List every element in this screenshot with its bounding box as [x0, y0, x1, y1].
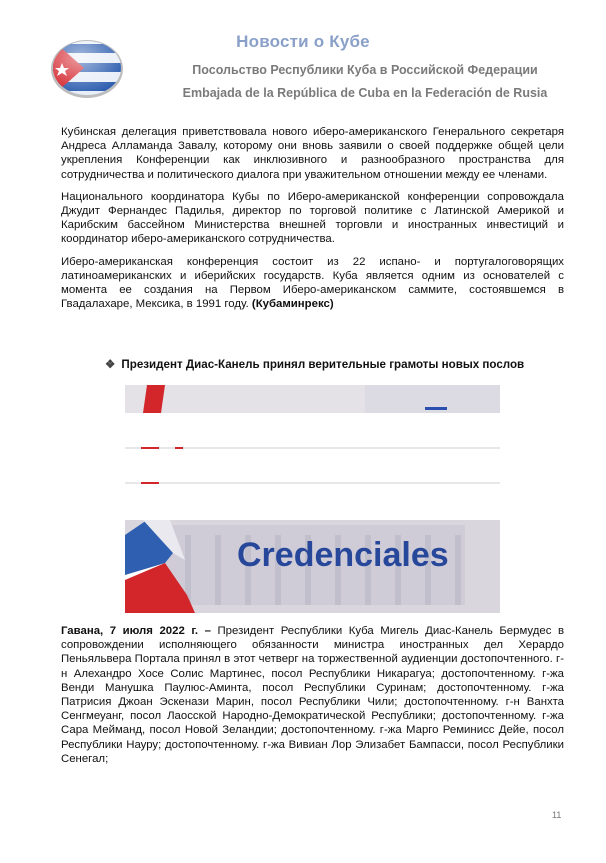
- credenciales-caption: Credenciales: [237, 536, 449, 574]
- page-header: [0, 0, 606, 110]
- article-headline: [105, 357, 524, 371]
- paragraph: Национального координатора Кубы по Иберо-американской конференции сопровождала Джудит Фернандес Падилья, директор по торговой политике с Латинской Америкой и Карибским бассейном Министерства внешней торговли и иностранных инвестиций и координатор иберо-американского сотрудничества.: [61, 190, 564, 246]
- headline-text: Президент Диас-Канель принял верительные грамоты новых послов: [121, 358, 525, 371]
- paragraph: [61, 255, 564, 312]
- paragraph-text: Президент Республики Куба Мигель Диас-Канель Бермудес в сопровождении исполняющего обязанности министра иностранных дел Херардо Пеньяльвера Портала принял в этот четверг на торжественной аудиенции достопочтенного. г-н Алехандро Хосе Солис Мартинес, посол Республики Никарагуа; достопочтенному. г-жа Венди Манушка Паулюс-Аминта, посол Республики Суринам; достопочтенному. г-жа Патрисия Джоан Эскенази Марин, посол Республики Чили; достопочтенному. г-н Ванхта Сенгмеуанг, посол Лаосской Народно-Демократической Республики; достопочтенному. г-жа Сара Мейманд, посол Новой Зеландии; достопочтенному. г-жа Марго Реминисс Дейе, посол Республики Науру; достопочтенному. г-жа Вивиан Лор Элизабет Бампасси, посол Республики Сенегал;: [61, 625, 564, 765]
- source-credit: (Кубаминрекс): [251, 298, 334, 311]
- embassy-name-es: Embajada de la República de Cuba en la Federación de Rusia: [182, 86, 548, 100]
- page-number: 11: [552, 810, 562, 820]
- paragraph-text: Иберо-американская конференция состоит из 22 испано- и португалоговорящих латиноамериканских и иберийских государств. Куба является одним из основателей с момента ее создания на Первом Иберо-американском саммите, состоявшемся в Гвадалахаре, Мексика, в 1991 году.: [61, 255, 564, 311]
- photo-illustration: [125, 385, 500, 613]
- credentials-photo: [125, 385, 500, 613]
- article-credentials: [61, 624, 564, 774]
- article-ibero-american-conference: [61, 125, 564, 319]
- dateline: Гавана, 7 июля 2022 г. –: [61, 625, 211, 637]
- diamond-bullet-icon: ❖: [105, 358, 116, 371]
- paragraph: [61, 624, 564, 766]
- newsletter-title: Новости о Кубе: [236, 32, 370, 51]
- embassy-name-ru: Посольство Республики Куба в Российской Федерации: [192, 63, 538, 77]
- paragraph: Кубинская делегация приветствовала нового иберо-американского Генерального секретаря Андреса Алламанда Завалу, которому они вновь заявили о своей поддержке общей цели укрепления Конференции как инклюзивного и разнообразного пространства для сотрудничества и политического диалога при уважительном отношении между ее членами.: [61, 126, 564, 181]
